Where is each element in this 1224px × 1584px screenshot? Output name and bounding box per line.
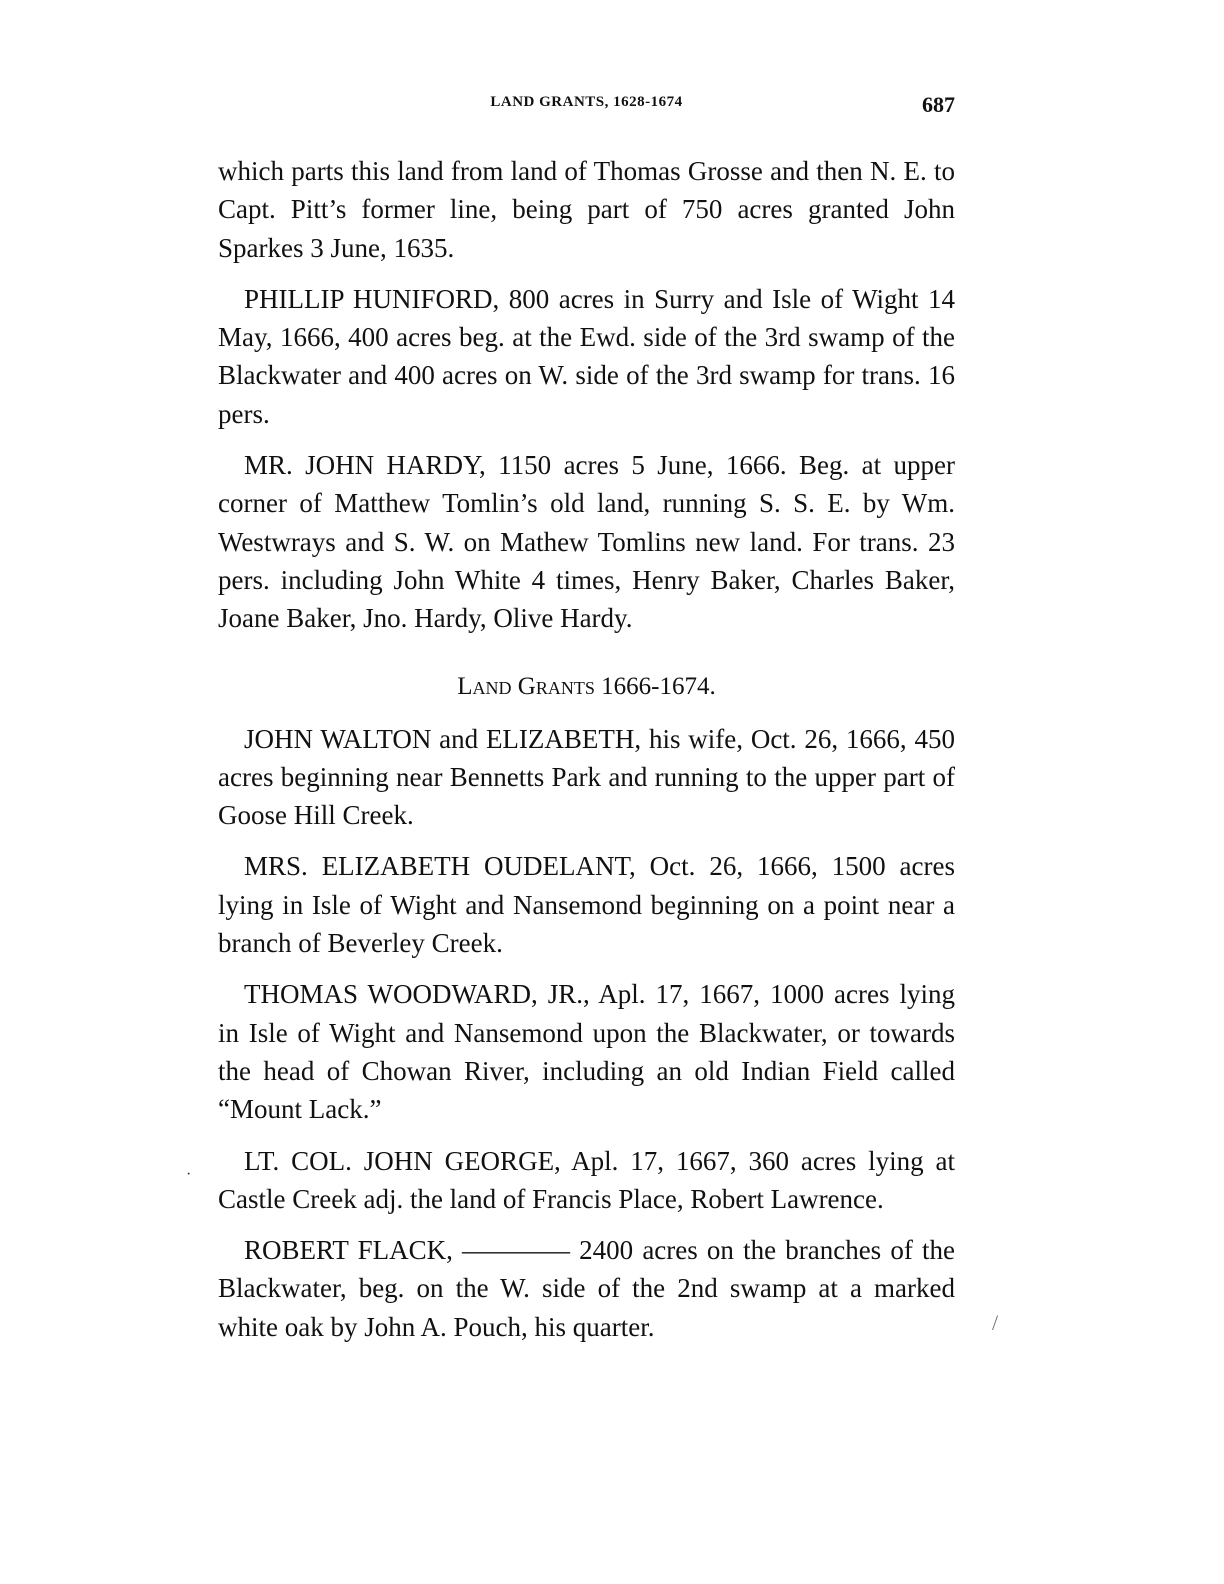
running-head (218, 92, 955, 122)
page-number: 687 (922, 92, 955, 117)
continuation-paragraph: which parts this land from land of Thomas Grosse and then N. E. to Capt. Pitt’s former line, being part of 750 acres granted John Sparkes 3 June, 1635. (218, 156, 955, 263)
entry-paragraph: LT. COL. JOHN GEORGE, Apl. 17, 1667, 360 acres lying at Castle Creek adj. the land of Francis Place, Robert Lawrence. (218, 1145, 955, 1214)
entry-paragraph: MRS. ELIZABETH OUDELANT, Oct. 26, 1666, 1500 acres lying in Isle of Wight and Nansemond beginning on a point near a branch of Beverley Creek. (218, 851, 955, 959)
section-heading-words: Land Grants (457, 672, 595, 700)
entry-paragraph: THOMAS WOODWARD, JR., Apl. 17, 1667, 1000 acres lying in Isle of Wight and Nansemond upon the Blackwater, or towards the head of Chowan River, including an old Indian Field called “Mount Lack.” (218, 979, 955, 1125)
margin-dot-mark: · (186, 1166, 192, 1183)
entry-paragraph: PHILLIP HUNIFORD, 800 acres in Surry and Isle of Wight 14 May, 1666, 400 acres beg. at the Ewd. side of the 3rd swamp of the Blackwater and 400 acres on W. side of the 3rd swamp for trans. 16 pers. (218, 283, 955, 429)
entry-paragraph: ROBERT FLACK, ———— 2400 acres on the branches of the Blackwater, beg. on the W. side of the 2nd swamp at a marked white oak by John A. Pouch, his quarter. (218, 1235, 955, 1342)
entry-paragraph: JOHN WALTON and ELIZABETH, his wife, Oct. 26, 1666, 450 acres beginning near Bennetts Park and running to the upper part of Goose Hill Creek. (218, 723, 955, 831)
section-heading-years: 1666-1674. (601, 672, 716, 700)
running-title: LAND GRANTS, 1628-1674 (490, 94, 683, 110)
section-heading (218, 668, 955, 706)
entry-paragraph: MR. JOHN HARDY, 1150 acres 5 June, 1666. Beg. at upper corner of Matthew Tomlin’s old land, running S. S. E. by Wm. Westwrays and S. W. on Mathew Tomlins new land. For trans. 23 pers. including John White 4 times, Henry Baker, Charles Baker, Joane Baker, Jno. Hardy, Olive Hardy. (218, 450, 955, 634)
margin-pencil-mark: / (992, 1310, 999, 1335)
body-text (218, 152, 955, 1359)
